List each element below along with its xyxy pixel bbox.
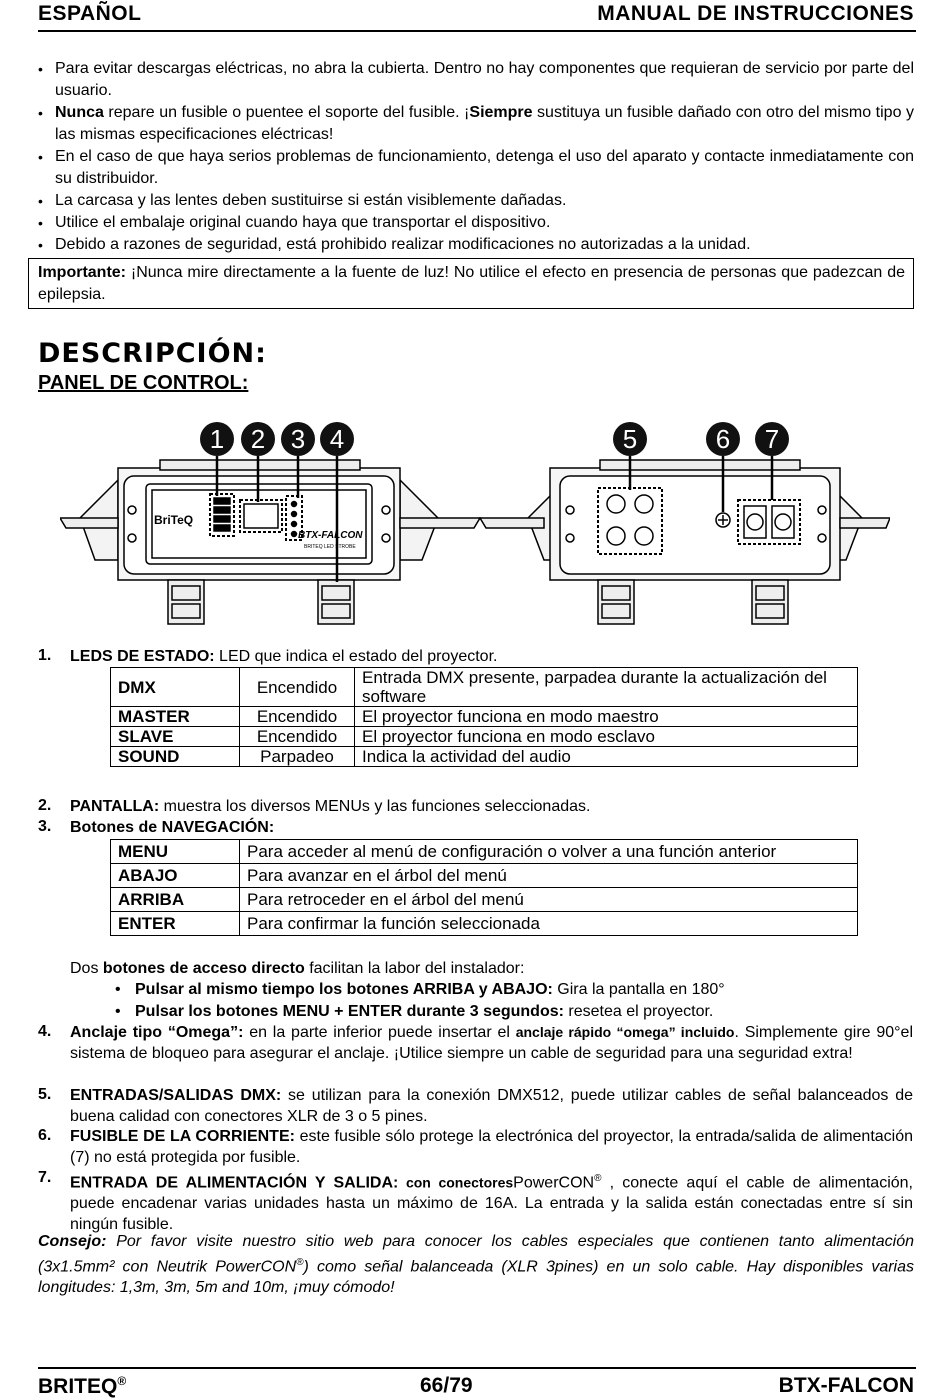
item-number-5: 5. [38,1086,52,1103]
item-number-1: 1. [38,647,52,664]
footer-page-number: 66/79 [420,1374,473,1397]
shortcut-item: • Pulsar al mismo tiempo los botones ARRIBA y ABAJO: Gira la pantalla en 180° [115,979,725,1000]
list-item: • La carcasa y las lentes deben sustituirse si están visiblemente dañadas. [38,190,914,212]
callout-badge-7: 7 [755,422,789,456]
item-number-6: 6. [38,1127,52,1144]
item-3-text: Botones de NAVEGACIÓN: [70,819,275,836]
callout-badge-6: 6 [706,422,740,456]
section-title: DESCRIPCIÓN: [38,338,267,369]
tip-paragraph: Consejo: Por favor visite nuestro sitio web para conocer los cables especiales que contienen tanto alimentación (3x1.5mm² con Neutrik PowerCON®) como señal balanceada (XLR 3pines) en un solo cable. Hay disponibles varias longitudes: 1,3m, 3m, 5m and 10m, ¡muy cómodo! [38,1233,915,1297]
footer-rule [38,1367,916,1369]
brand-logo: BriTeQ [154,513,194,527]
item-number-4: 4. [38,1023,52,1040]
table-row: DMX Encendido Entrada DMX presente, parpadea durante la actualización del software [111,668,858,707]
callout-badge-4: 4 [320,422,354,456]
table-row: ARRIBA Para retroceder en el árbol del menú [111,888,858,912]
shortcut-item: • Pulsar los botones MENU + ENTER durante 3 segundos: resetea el proyector. [115,1001,713,1022]
list-item: • En el caso de que haya serios problemas de funcionamiento, detenga el uso del aparato y contacte inmediatamente con su distribuidor. [38,146,914,190]
table-row: ABAJO Para avanzar en el árbol del menú [111,864,858,888]
model-sub-logo: BRITEQ LED STROBE [304,544,356,550]
callout-badge-1: 1 [200,422,234,456]
item-7-text: ENTRADA DE ALIMENTACIÓN Y SALIDA: con conectoresPowerCON® , conecte aquí el cable de alimentación, puede encadenar varias unidades hasta un máximo de 16A. La entrada y la salida están conectadas entre sí sin ningún fusible. [70,1173,913,1234]
list-item: • Utilice el embalaje original cuando haya que transportar el dispositivo. [38,212,914,234]
callout-badge-3: 3 [281,422,315,456]
safety-list [38,58,914,256]
list-item: • Para evitar descargas eléctricas, no abra la cubierta. Dentro no hay componentes que requieran de servicio por parte del usuario. [38,58,914,102]
nav-table [110,839,858,936]
shortcut-intro: Dos botones de acceso directo facilitan la labor del instalador: [70,960,525,977]
table-row: SLAVE Encendido El proyector funciona en modo esclavo [111,727,858,747]
subsection-title: PANEL DE CONTROL: [38,372,249,394]
callout-badge-5: 5 [613,422,647,456]
item-4-text: Anclaje tipo “Omega”: en la parte inferior puede insertar el anclaje rápido “omega” incluido. Simplemente gire 90°el sistema de bloqueo para asegurar el anclaje. ¡Utilice siempre un cable de seguridad para una seguridad extra! [70,1024,914,1062]
model-logo: BTX-FALCON [298,530,363,541]
table-row: MASTER Encendido El proyector funciona en modo maestro [111,707,858,727]
header-title: MANUAL DE INSTRUCCIONES [597,2,914,25]
footer-model: BTX-FALCON [778,1374,914,1397]
table-row: ENTER Para confirmar la función seleccionada [111,912,858,936]
important-box: Importante: ¡Nunca mire directamente a la fuente de luz! No utilice el efecto en presencia de personas que padezcan de epilepsia. [28,258,914,309]
table-row: MENU Para acceder al menú de configuración o volver a una función anterior [111,840,858,864]
leds-table [110,667,858,767]
item-number-2: 2. [38,797,52,814]
item-6-text: FUSIBLE DE LA CORRIENTE: este fusible sólo protege la electrónica del proyector, la entrada/salida de alimentación (7) no está protegida por fusible. [70,1128,914,1166]
item-5-text: ENTRADAS/SALIDAS DMX: se utilizan para la conexión DMX512, puede utilizar cables de señal balanceados de buena calidad con conectores XLR de 3 o 5 pines. [70,1087,914,1125]
table-row: SOUND Parpadeo Indica la actividad del audio [111,747,858,767]
footer-brand: BRITEQ® [38,1374,127,1398]
item-number-3: 3. [38,818,52,835]
item-2-text: PANTALLA: muestra los diversos MENUs y las funciones seleccionadas. [70,798,591,815]
control-panel-figure [60,420,890,652]
header-rule [38,30,916,32]
list-item: • Nunca repare un fusible o puentee el soporte del fusible. ¡Siempre sustituya un fusible dañado con otro del mismo tipo y las mismas especificaciones eléctricas! [38,102,914,146]
callout-badge-2: 2 [241,422,275,456]
list-item: • Debido a razones de seguridad, está prohibido realizar modificaciones no autorizadas a la unidad. [38,234,914,256]
item-number-7: 7. [38,1169,52,1186]
header-language: ESPAÑOL [38,2,142,25]
item-1-text: LEDS DE ESTADO: LED que indica el estado del proyector. [70,648,498,665]
